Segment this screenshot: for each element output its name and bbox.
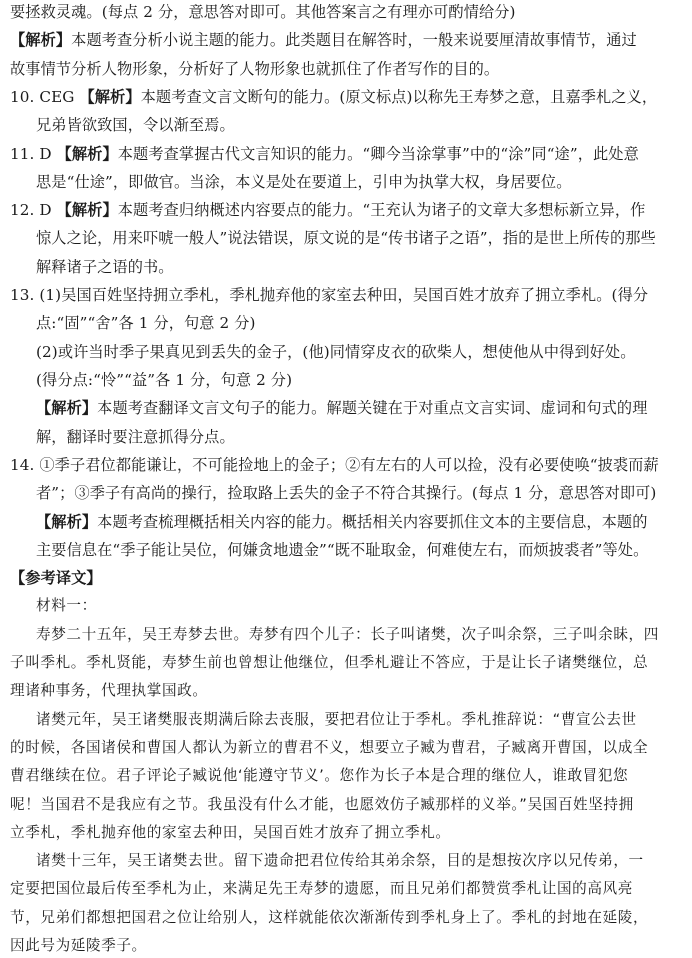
translation-p3-line-4: 因此号为延陵季子。 [10,937,147,954]
question-14-line-4: 主要信息在“季子能让吴位，何嫌贪地遗金”“既不耻取金，何难使左右，而烦披裘者”等处。 [36,540,649,559]
translation-p3-line-3: 节，兄弟们都想把国君之位让给别人，这样就能依次渐渐传到季札身上了。季札的封地在延陵， [10,908,649,926]
question-10-line-2: 兄弟皆欲致国，令以渐至焉。 [36,116,235,135]
translation-p1-line-2: 子叫季札。季札贤能，寿梦生前也曾想让他继位，但季札避让不答应，于是让长子诸樊继位，总 [10,654,649,671]
analysis-line: 【解析】本题考查分析小说主题的能力。此类题目在解答时，一般来说要厘清故事情节，通过 [10,31,637,50]
analysis-line-2: 故事情节分析人物形象，分析好了人物形象也就抓住了作者写作的目的。 [10,59,500,78]
analysis-tag: 【解析】 [10,31,72,50]
translation-p1-line-3: 理诸种事务，代理执掌国政。 [10,682,208,700]
question-11: 11. D 【解析】本题考查掌握古代文言知识的能力。“卿今当涂掌事”中的“涂”同“途”，此处意 [10,144,639,163]
question-number: 11. D [10,144,52,163]
analysis-tag: 【解析】 [36,512,98,531]
question-14-analysis: 【解析】本题考查梳理概括相关内容的能力。概括相关内容要抓住文本的主要信息，本题的 [36,512,648,531]
question-13-line-4: (得分点:“怜”“益”各 1 分，句意 2 分) [36,370,293,389]
question-12: 12. D 【解析】本题考查归纳概述内容要点的能力。“王充认为诸子的文章大多想标新立异，作 [10,201,646,220]
translation-heading: 【参考译文】 [10,569,102,588]
question-12-line-3: 解释诸子之语的书。 [36,257,174,276]
question-14-line-1: 14. ①季子君位都能谦让，不可能捡地上的金子；②有左右的人可以捡，没有必要使唤“披裘而薪 [10,455,659,474]
analysis-tag: 【解析】 [56,201,118,220]
answer-line-1: 要拯救灵魂。(每点 2 分，意思答对即可。其他答案言之有理亦可酌情给分) [10,3,516,21]
question-11-line-2: 思是“仕途”，即做官。当涂，本义是处在要道上，引申为执掌大权，身居要位。 [36,172,572,191]
translation-p1-line-1: 寿梦二十五年，吴王寿梦去世。寿梦有四个儿子：长子叫诸樊，次子叫余祭，三子叫余眛，四 [36,625,659,643]
question-13-line-1: 13. (1)吴国百姓坚持拥立季札，季札抛弃他的家室去种田，吴国百姓才放弃了拥立季札。(得分 [10,286,649,304]
translation-p2-line-4: 呢！当国君不是我应有之节。我虽没有什么才能，也愿效仿子臧那样的义举。”吴国百姓坚持拥 [10,795,634,813]
translation-p2-line-3: 曹君继续在位。君子评论子臧说他‘能遵守节义’。您作为长子本是合理的继位人，谁敢冒犯您 [10,767,629,785]
question-10: 10. CEG 【解析】本题考查文言文断句的能力。(原文标点)以称先王寿梦之意，且嘉季札之义， [10,87,658,106]
translation-p2-line-1: 诸樊元年，吴王诸樊服丧期满后除去丧服，要把君位让于季札。季札推辞说：“曹宣公去世 [36,710,637,728]
question-13-line-2: 点:“固”“舍”各 1 分，句意 2 分) [36,314,256,333]
translation-p2-line-2: 的时候，各国诸侯和曹国人都认为新立的曹君不义，想要立子臧为曹君，子臧离开曹国，以成全 [10,738,649,756]
analysis-tag: 【解析】 [56,144,118,163]
translation-p3-line-2: 定要把国位最后传至季札为止，来满足先王寿梦的遗愿，而且兄弟们都赞赏季札让国的高风亮 [10,880,633,898]
material-label: 材料一： [36,597,97,615]
analysis-tag: 【解析】 [79,87,141,106]
question-12-line-2: 惊人之论，用来吓唬一般人”说法错误，原文说的是“传书诸子之语”，指的是世上所传的那些 [36,229,656,248]
question-13-analysis: 【解析】本题考查翻译文言文句子的能力。解题关键在于对重点文言实词、虚词和句式的理 [36,399,648,418]
analysis-tag: 【解析】 [36,399,98,418]
translation-p2-line-5: 立季札，季札抛弃他的家室去种田，吴国百姓才放弃了拥立季札。 [10,823,451,841]
question-13-line-3: (2)或许当时季子果真见到丢失的金子，(他)同情穿皮衣的砍柴人，想使他从中得到好处。 [36,342,636,361]
question-13-line-6: 解，翻译时要注意抓得分点。 [36,427,235,446]
translation-p3-line-1: 诸樊十三年，吴王诸樊去世。留下遗命把君位传给其弟余祭，目的是想按次序以兄传弟，一 [36,852,644,870]
question-number: 12. D [10,201,52,220]
question-number: 10. CEG [10,87,75,106]
question-14-line-2: 者”；③季子有高尚的操行，捡取路上丢失的金子不符合其操行。(每点 1 分，意思答对即可) [36,484,657,503]
